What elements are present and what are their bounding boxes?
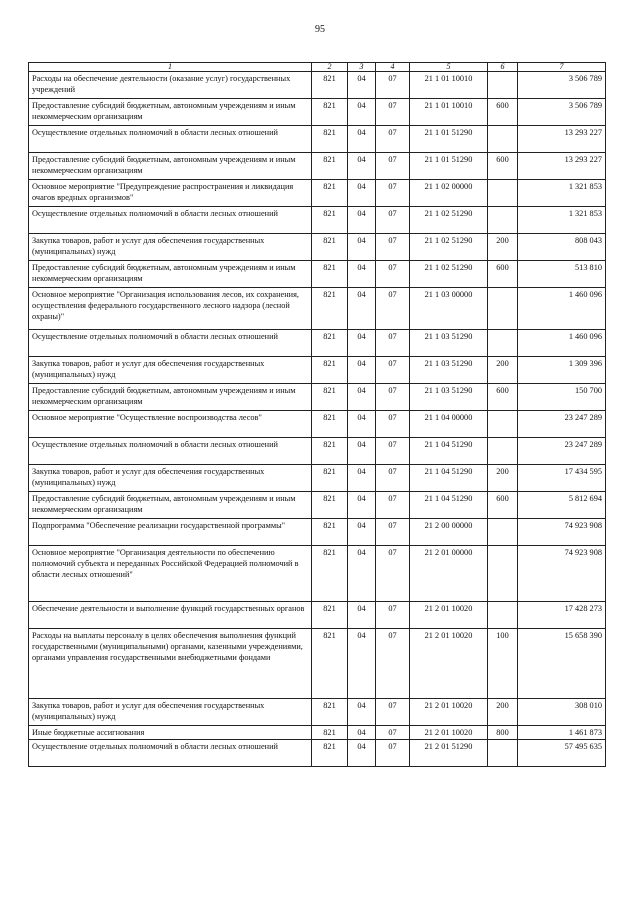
column-header: 2 (312, 63, 348, 72)
subsection-code: 07 (376, 411, 410, 438)
table-row (29, 629, 606, 699)
ministry-code: 821 (312, 153, 348, 180)
subsection-code: 07 (376, 602, 410, 629)
table-row (29, 153, 606, 180)
column-header: 6 (488, 63, 518, 72)
table-row (29, 72, 606, 99)
table-row (29, 699, 606, 726)
row-name: Предоставление субсидий бюджетным, автономным учреждениям и иным некоммерческим организациям (29, 261, 312, 288)
row-name: Осуществление отдельных полномочий в области лесных отношений (29, 330, 312, 357)
expense-type-code (488, 72, 518, 99)
subsection-code: 07 (376, 207, 410, 234)
subsection-code: 07 (376, 726, 410, 740)
target-article-code: 21 2 01 10020 (410, 726, 488, 740)
row-name: Осуществление отдельных полномочий в области лесных отношений (29, 207, 312, 234)
subsection-code: 07 (376, 384, 410, 411)
row-name: Предоставление субсидий бюджетным, автономным учреждениям и иным некоммерческим организациям (29, 153, 312, 180)
table-row (29, 330, 606, 357)
ministry-code: 821 (312, 384, 348, 411)
ministry-code: 821 (312, 602, 348, 629)
subsection-code: 07 (376, 465, 410, 492)
expense-type-code: 800 (488, 726, 518, 740)
row-name: Осуществление отдельных полномочий в области лесных отношений (29, 126, 312, 153)
table-row (29, 411, 606, 438)
section-code: 04 (348, 288, 376, 330)
section-code: 04 (348, 330, 376, 357)
subsection-code: 07 (376, 234, 410, 261)
ministry-code: 821 (312, 234, 348, 261)
section-code: 04 (348, 126, 376, 153)
expense-type-code (488, 411, 518, 438)
target-article-code: 21 1 04 51290 (410, 492, 488, 519)
row-name: Расходы на выплаты персоналу в целях обеспечения выполнения функций государственными (муниципальными) органами, казенными учреждениями, органами управления государственными внебюджетными фондами (29, 629, 312, 699)
subsection-code: 07 (376, 72, 410, 99)
table-row (29, 602, 606, 629)
expense-type-code: 200 (488, 699, 518, 726)
expense-type-code: 100 (488, 629, 518, 699)
amount: 3 506 789 (518, 72, 606, 99)
row-name: Закупка товаров, работ и услуг для обеспечения государственных (муниципальных) нужд (29, 699, 312, 726)
amount: 74 923 908 (518, 519, 606, 546)
ministry-code: 821 (312, 519, 348, 546)
amount: 15 658 390 (518, 629, 606, 699)
table-row (29, 546, 606, 602)
section-code: 04 (348, 153, 376, 180)
row-name: Обеспечение деятельности и выполнение функций государственных органов (29, 602, 312, 629)
column-header: 4 (376, 63, 410, 72)
ministry-code: 821 (312, 726, 348, 740)
target-article-code: 21 1 02 51290 (410, 207, 488, 234)
row-name: Осуществление отдельных полномочий в области лесных отношений (29, 740, 312, 767)
expense-type-code (488, 288, 518, 330)
budget-table (28, 62, 606, 767)
table-row (29, 126, 606, 153)
row-name: Предоставление субсидий бюджетным, автономным учреждениям и иным некоммерческим организациям (29, 492, 312, 519)
subsection-code: 07 (376, 629, 410, 699)
table-row (29, 99, 606, 126)
section-code: 04 (348, 546, 376, 602)
section-code: 04 (348, 99, 376, 126)
target-article-code: 21 1 02 51290 (410, 261, 488, 288)
amount: 23 247 289 (518, 411, 606, 438)
row-name: Закупка товаров, работ и услуг для обеспечения государственных (муниципальных) нужд (29, 234, 312, 261)
column-header: 5 (410, 63, 488, 72)
target-article-code: 21 2 01 10020 (410, 699, 488, 726)
amount: 13 293 227 (518, 153, 606, 180)
subsection-code: 07 (376, 126, 410, 153)
amount: 1 321 853 (518, 180, 606, 207)
subsection-code: 07 (376, 699, 410, 726)
row-name: Иные бюджетные ассигнования (29, 726, 312, 740)
section-code: 04 (348, 207, 376, 234)
target-article-code: 21 2 01 51290 (410, 740, 488, 767)
expense-type-code: 600 (488, 384, 518, 411)
table-row (29, 357, 606, 384)
expense-type-code (488, 330, 518, 357)
section-code: 04 (348, 180, 376, 207)
amount: 57 495 635 (518, 740, 606, 767)
table-row (29, 234, 606, 261)
target-article-code: 21 1 04 00000 (410, 411, 488, 438)
target-article-code: 21 1 04 51290 (410, 465, 488, 492)
table-row (29, 438, 606, 465)
target-article-code: 21 1 02 51290 (410, 234, 488, 261)
table-row (29, 726, 606, 740)
ministry-code: 821 (312, 288, 348, 330)
amount: 17 428 273 (518, 602, 606, 629)
ministry-code: 821 (312, 72, 348, 99)
column-header: 3 (348, 63, 376, 72)
section-code: 04 (348, 602, 376, 629)
section-code: 04 (348, 72, 376, 99)
amount: 308 010 (518, 699, 606, 726)
table-row (29, 261, 606, 288)
target-article-code: 21 2 00 00000 (410, 519, 488, 546)
subsection-code: 07 (376, 740, 410, 767)
table-row (29, 384, 606, 411)
subsection-code: 07 (376, 438, 410, 465)
ministry-code: 821 (312, 699, 348, 726)
amount: 150 700 (518, 384, 606, 411)
ministry-code: 821 (312, 546, 348, 602)
table-row (29, 492, 606, 519)
subsection-code: 07 (376, 153, 410, 180)
ministry-code: 821 (312, 492, 348, 519)
expense-type-code: 600 (488, 99, 518, 126)
row-name: Основное мероприятие "Осуществление воспроизводства лесов" (29, 411, 312, 438)
subsection-code: 07 (376, 330, 410, 357)
amount: 1 309 396 (518, 357, 606, 384)
row-name: Предоставление субсидий бюджетным, автономным учреждениям и иным некоммерческим организациям (29, 99, 312, 126)
ministry-code: 821 (312, 411, 348, 438)
expense-type-code: 600 (488, 261, 518, 288)
section-code: 04 (348, 519, 376, 546)
amount: 5 812 694 (518, 492, 606, 519)
subsection-code: 07 (376, 357, 410, 384)
target-article-code: 21 1 03 51290 (410, 330, 488, 357)
ministry-code: 821 (312, 740, 348, 767)
subsection-code: 07 (376, 99, 410, 126)
target-article-code: 21 2 01 00000 (410, 546, 488, 602)
subsection-code: 07 (376, 288, 410, 330)
subsection-code: 07 (376, 492, 410, 519)
target-article-code: 21 1 03 00000 (410, 288, 488, 330)
table-row (29, 288, 606, 330)
section-code: 04 (348, 492, 376, 519)
expense-type-code (488, 126, 518, 153)
ministry-code: 821 (312, 261, 348, 288)
expense-type-code (488, 740, 518, 767)
section-code: 04 (348, 384, 376, 411)
expense-type-code (488, 602, 518, 629)
target-article-code: 21 1 01 10010 (410, 72, 488, 99)
table-row (29, 207, 606, 234)
amount: 513 810 (518, 261, 606, 288)
row-name: Закупка товаров, работ и услуг для обеспечения государственных (муниципальных) нужд (29, 465, 312, 492)
ministry-code: 821 (312, 99, 348, 126)
row-name: Подпрограмма "Обеспечение реализации государственной программы" (29, 519, 312, 546)
table-row (29, 465, 606, 492)
amount: 3 506 789 (518, 99, 606, 126)
section-code: 04 (348, 465, 376, 492)
section-code: 04 (348, 726, 376, 740)
amount: 23 247 289 (518, 438, 606, 465)
ministry-code: 821 (312, 126, 348, 153)
ministry-code: 821 (312, 180, 348, 207)
section-code: 04 (348, 740, 376, 767)
expense-type-code: 600 (488, 492, 518, 519)
row-name: Основное мероприятие "Организация использования лесов, их сохранения, осуществления федерального государственного лесного надзора (лесной охраны)" (29, 288, 312, 330)
ministry-code: 821 (312, 207, 348, 234)
target-article-code: 21 1 03 51290 (410, 384, 488, 411)
section-code: 04 (348, 357, 376, 384)
table-row (29, 180, 606, 207)
amount: 17 434 595 (518, 465, 606, 492)
subsection-code: 07 (376, 180, 410, 207)
row-name: Закупка товаров, работ и услуг для обеспечения государственных (муниципальных) нужд (29, 357, 312, 384)
ministry-code: 821 (312, 629, 348, 699)
amount: 808 043 (518, 234, 606, 261)
expense-type-code: 200 (488, 357, 518, 384)
section-code: 04 (348, 629, 376, 699)
expense-type-code: 200 (488, 465, 518, 492)
section-code: 04 (348, 699, 376, 726)
subsection-code: 07 (376, 519, 410, 546)
target-article-code: 21 1 01 51290 (410, 126, 488, 153)
amount: 1 460 096 (518, 288, 606, 330)
table-row (29, 740, 606, 767)
section-code: 04 (348, 234, 376, 261)
column-header: 1 (29, 63, 312, 72)
target-article-code: 21 2 01 10020 (410, 602, 488, 629)
page-number: 95 (315, 24, 325, 35)
target-article-code: 21 1 01 51290 (410, 153, 488, 180)
header-row (29, 63, 606, 72)
section-code: 04 (348, 411, 376, 438)
row-name: Основное мероприятие "Предупреждение распространения и ликвидация очагов вредных организмов" (29, 180, 312, 207)
amount: 13 293 227 (518, 126, 606, 153)
amount: 1 321 853 (518, 207, 606, 234)
expense-type-code (488, 546, 518, 602)
amount: 1 461 873 (518, 726, 606, 740)
expense-type-code (488, 207, 518, 234)
subsection-code: 07 (376, 261, 410, 288)
expense-type-code (488, 180, 518, 207)
ministry-code: 821 (312, 465, 348, 492)
target-article-code: 21 1 03 51290 (410, 357, 488, 384)
section-code: 04 (348, 438, 376, 465)
row-name: Расходы на обеспечение деятельности (оказание услуг) государственных учреждений (29, 72, 312, 99)
amount: 1 460 096 (518, 330, 606, 357)
column-header: 7 (518, 63, 606, 72)
section-code: 04 (348, 261, 376, 288)
target-article-code: 21 1 04 51290 (410, 438, 488, 465)
subsection-code: 07 (376, 546, 410, 602)
amount: 74 923 908 (518, 546, 606, 602)
row-name: Предоставление субсидий бюджетным, автономным учреждениям и иным некоммерческим организациям (29, 384, 312, 411)
expense-type-code (488, 519, 518, 546)
ministry-code: 821 (312, 357, 348, 384)
ministry-code: 821 (312, 438, 348, 465)
target-article-code: 21 2 01 10020 (410, 629, 488, 699)
expense-type-code: 600 (488, 153, 518, 180)
table-row (29, 519, 606, 546)
expense-type-code (488, 438, 518, 465)
target-article-code: 21 1 01 10010 (410, 99, 488, 126)
ministry-code: 821 (312, 330, 348, 357)
expense-type-code: 200 (488, 234, 518, 261)
target-article-code: 21 1 02 00000 (410, 180, 488, 207)
row-name: Осуществление отдельных полномочий в области лесных отношений (29, 438, 312, 465)
row-name: Основное мероприятие "Организация деятельности по обеспечению полномочий субъекта и переданных Российской Федерацией полномочий в области лесных отношений" (29, 546, 312, 602)
